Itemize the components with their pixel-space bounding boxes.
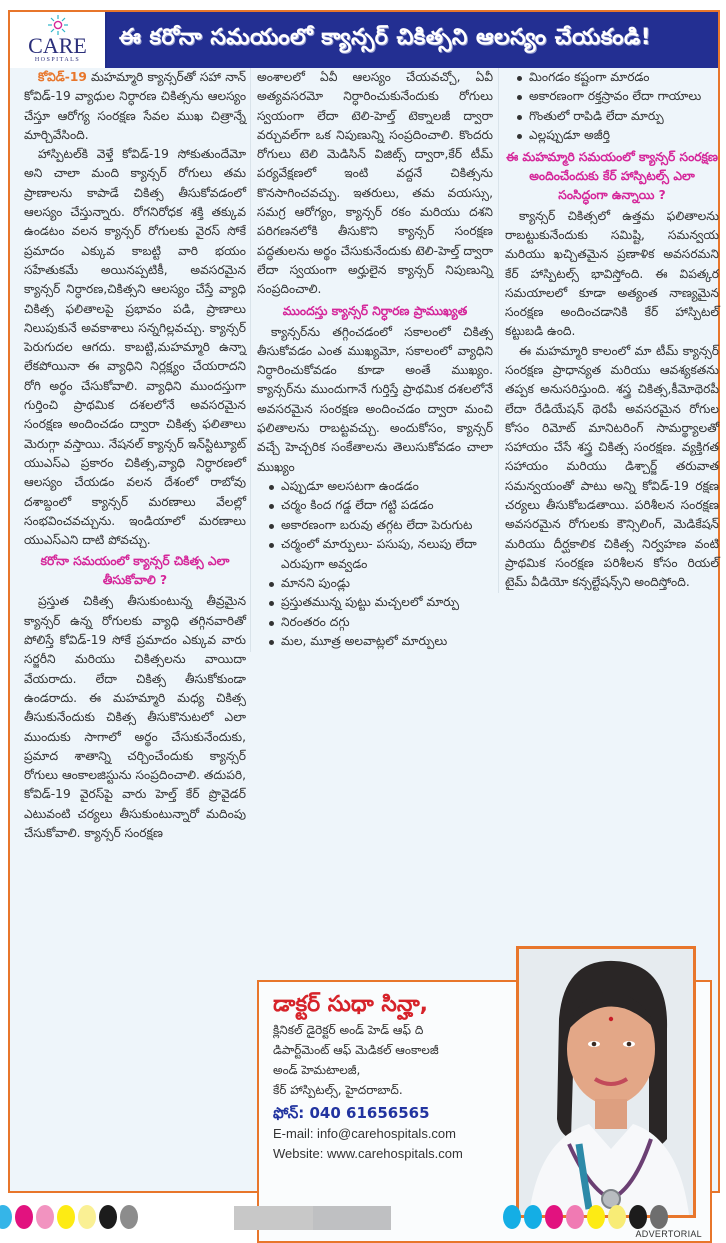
sunburst-logo-icon [47,14,69,36]
list-item: చర్మం కింద గడ్డ లేదా గట్టి పడడం [267,496,493,515]
registration-dot [566,1205,584,1229]
list-item: నిరంతరం దగ్గు [267,613,493,632]
doctor-info [273,990,513,1164]
list-item: ప్రస్తుతమున్న పుట్టు మచ్చలలో మార్పు [267,593,493,612]
list-item: మల, మూత్ర అలవాట్లలో మార్పులు [267,632,493,651]
registration-dot [78,1205,96,1229]
doctor-name: డాక్టర్ సుధా సిన్హా, [273,992,429,1017]
registration-dot [15,1205,33,1229]
list-item: గొంతులో రాపిడి లేదా మార్పు [515,107,719,126]
registration-dot [629,1205,647,1229]
paragraph: క్యాన్సర్ చికిత్సలో ఉత్తమ ఫలితాలను రాబట్టుకునేందుకు సమిష్టి, సమన్వయ మరియు ఖచ్చితమైన ప్రణాళిక అవసరమని కేర్ హాస్పిటల్స్ భావిస్తోంది. ఈ విపత్కర సమయాలలో కూడా అత్యంత నాణ్యమైన సంరక్షణ అందించడానికి కేర్ హాస్పిటల్ కట్టుబడి ఉంది. [505,208,719,339]
registration-dot [587,1205,605,1229]
registration-marks-right [503,1205,668,1230]
list-item: అకారణంగా రక్తస్రావం లేదా గాయాలు [515,87,719,106]
list-item: మానని పుండ్లు [267,574,493,593]
list-item: మింగడం కష్టంగా మారడం [515,68,719,87]
doctor-photo [516,946,696,1218]
advertorial-frame [8,10,720,1239]
registration-marks-left [0,1205,138,1230]
registration-dot [120,1205,138,1229]
paragraph: మహమ్మారి క్యాన్సర్‌తో సహా నాన్ కోవిడ్-19 వ్యాధుల నిర్ధారణ చికిత్సను ఆలస్యం చేస్తూ ఆరోగ్య సంరక్షణ సేవల ముఖ చిత్రాన్నే మార్చివేసింది. [24,70,246,142]
warning-signs-list [257,477,493,652]
gray-calibration-bar [234,1206,391,1230]
headline: ఈ కరోనా సమయంలో క్యాన్సర్ చికిత్సని ఆలస్యం చేయకండి! [107,12,718,68]
advertorial-label: ADVERTORIAL [635,1229,702,1239]
doctor-portrait-icon [519,949,693,1215]
doctor-title-line: కేర్ హాస్పిటల్స్, హైదరాబాద్. [273,1083,403,1097]
doctor-title-line: క్లినికల్ డైరెక్టర్ అండ్ హెడ్ ఆఫ్ ది [273,1023,424,1037]
header [10,12,718,68]
paragraph: ఈ మహమ్మారి కాలంలో మా టీమ్ క్యాన్సర్ సంరక్షణ ప్రాధాన్యత మరియు ఆవశ్యకతను తప్పక అనుసరిస్తుంది. శస్త్ర చికిత్స,కీమోథెరపీ లేదా రేడియేషన్ థెరపీ అవసరమైన రోగుల కోసం రిమోట్ మానిటరింగ్ సామర్థ్యాలతో సహాయం చేసే శస్త్ర చికిత్స సంరక్షణ. వ్యక్తిగత సహాయం మరియు డిశ్చార్జ్ తరువాత సమన్వయంతో పాటు అన్ని కోవిడ్-19 రక్షణ చర్యలు తీసుకోబడతాయి. పరిశీలన సంరక్షణ అవసరమైన రోగులకు కౌన్సిలింగ్, మెడికేషన్ మరియు దీర్ఘకాలిక చికిత్స నిర్వహణ వంటి ప్రాథమిక సంరక్షణ పరిశీలన కోసం రియల్ టైమ్ వీడియో కన్సల్టేషన్స్‌ని అందిస్తోంది. [505,343,719,590]
column-3 [498,68,719,593]
section-heading: ఈ మహమ్మారి సమయంలో క్యాన్సర్ సంరక్షణ అందించేందుకు కేర్ హాస్పిటల్స్ ఎలా సంసిద్ధంగా ఉన్నాయి ? [506,149,718,202]
paragraph: హాస్పిటల్‌కి వెళ్తే కోవిడ్-19 సోకుతుందేమో అని చాలా మంది క్యాన్సర్ రోగులు తమ ప్రాణాలను కాపాడే చికిత్స తీసుకోవడంలో ఆలస్యం చేస్తున్నారు. రోగనిరోధక శక్తి తక్కువ ఉండటం వలన క్యాన్సర్ రోగులకు వైరస్ సోకే ప్రమాదం ఎక్కువ కాబట్టి వారి భయం సహేతుకమే అయినప్పటికీ, అవసరమైన క్యాన్సర్ నిర్ధారణ,చికిత్సని ఆలస్యం చేస్తే వ్యాధి చికిత్స ఫలితాలపై ప్రభావం పడి, ప్రాణాలు నిలుపుకునే అవకాశాలు సన్నగిల్లవచ్చు. క్యాన్సర్ పెరుగుదల ఆగదు. కాబట్టి,మహమ్మారి ఉన్నా లేకపోయినా ఈ వ్యాధిని నిర్లక్ష్యం చేయరాదని రోగి అర్థం చేసుకోవాలి. వ్యాధిని ముందస్తుగా గుర్తించి ప్రాథమిక దశలలోనే అవసరమైన సంరక్షణ అందించడం ద్వారా చికిత్స ఫలితాలు మెరుగ్గా వస్తాయి. నేషనల్ క్యాన్సర్ ఇన్‌స్టిట్యూట్ యుఎస్ఎ ప్రకారం చికిత్స,వ్యాధి నిర్ధారణలో ఆలస్యం చేయడం వలన దేశంలో రాబోవు దశాబ్దంలో క్యాన్సర్ మరణాలు వేలల్లో సంభవించవచ్చును. ఇండియాలో మరణాలు యుఎస్ఎని దాటి పోవచ్చు. [24,147,246,548]
email-address: E-mail: info@carehospitals.com [273,1126,456,1141]
website-url: Website: www.carehospitals.com [273,1146,463,1161]
registration-dot [608,1205,626,1229]
doctor-title-line: డిపార్ట్‌మెంట్ ఆఫ్ మెడికల్ ఆంకాలజీ [273,1043,439,1057]
registration-dot [503,1205,521,1229]
paragraph: ప్రస్తుత చికిత్స తీసుకుంటున్న తీవ్రమైన క్యాన్సర్ ఉన్న రోగులకు వ్యాధి తగ్గినవారితో పోలిస్తే కోవిడ్-19 సోకే ప్రమాదం ఎక్కువ వారు సర్జరీని మరియు చికిత్సలను వాయిదా వేయరాదు. లేదా చికిత్స తీసుకోకుండా ఉండరాదు. ఈ మహమ్మారి మధ్య చికిత్స తీసుకునేందుకు చికిత్స తీసుకొనుటలో ఎలా ముందుకు సాగాలో అర్థం చేసుకునేందుకు, ప్రమాద శాతాన్ని చర్చించేందుకు క్యాన్సర్ రోగులు ఆంకాలజిస్టును సంప్రదించాలి. తదుపరి, కోవిడ్-19 వైరస్‌పై వారు హెల్త్ కేర్ ప్రొవైడర్ ఎటువంటి చర్యలు తీసుకుంటున్నారో మదింపు చేసుకోవాలి. క్యాన్సర్ సంరక్షణ [24,594,246,840]
registration-dot [545,1205,563,1229]
list-item: అకారణంగా బరువు తగ్గట లేదా పెరుగుట [267,516,493,535]
paragraph: క్యాన్సర్‌ను తగ్గించడంలో సకాలంలో చికిత్స తీసుకోవడం ఎంత ముఖ్యమో, సకాలంలో వ్యాధిని నిర్ధారించుకోవడం కూడా అంతే ముఖ్యం. క్యాన్సర్‌ను ముందుగానే గుర్తిస్తే ప్రాథమిక దశలలోనే అవసరమైన సంరక్షణ అందించడం ద్వారా మంచి ఫలితాలను రాబట్టవచ్చు. అందుకోసం, క్యాన్సర్ వచ్చే హెచ్చరిక సంకేతాలను తెలుసుకోవడం చాలా ముఖ్యం [257,324,493,474]
list-item: ఎల్లప్పుడూ అజీర్తి [515,126,719,145]
list-item: చర్మంలో మార్పులు- పసుపు, నలుపు లేదా ఎరుపుగా అవ్వడం [267,535,493,574]
section-heading: కరోనా సమయంలో క్యాన్సర్ చికిత్స ఎలా తీసుకోవాలి ? [40,554,230,588]
lead-word: కోవిడ్-19 [38,70,87,84]
column-2 [250,68,493,652]
doctor-card [257,980,712,1243]
phone-number: ఫోన్: 040 61656565 [273,1104,430,1122]
logo-wordmark: CARE [28,33,87,58]
registration-dot [524,1205,542,1229]
list-item: ఎప్పుడూ అలసటగా ఉండడం [267,477,493,496]
column-1 [24,68,246,843]
registration-dot [99,1205,117,1229]
warning-signs-list-continued [505,68,719,146]
registration-dot [650,1205,668,1229]
care-hospitals-logo [10,12,107,68]
paragraph: అంశాలలో ఏవీ ఆలస్యం చేయవచ్చో, ఏవీ అత్యవసరమో నిర్ధారించుకునేందుకు రోగులు స్వయంగా లేదా టెలి-హెల్త్ టెక్నాలజీ ద్వారా వర్చువల్‌గా ఒక నిపుణున్ని సంప్రదించాలి. కొందరు రోగులు టెలి మెడిసిన్ విజిట్స్ ద్వారా,కేర్ టీమ్ పర్యవేక్షణలో ఇంటి వద్దనే చికిత్సను కొనసాగించవచ్చు. ఇతరులు, తమ వయస్సు, సమగ్ర ఆరోగ్యం, క్యాన్సర్ రకం మరియు దశని పరిగణనలోకి తీసుకొని క్యాన్సర్ సంరక్షణ పద్ధతులను అర్థం చేసుకునేందుకు టెలి-హెల్త్ ద్వారా లేదా స్వయంగా అర్హులైన క్యాన్సర్ నిపుణున్ని సంప్రదించాలి. [257,70,493,297]
article-body [10,68,719,1239]
registration-dot [0,1205,12,1229]
doctor-title-line: అండ్ హెమటాలజీ, [273,1063,361,1077]
section-heading: ముందస్తు క్యాన్సర్ నిర్ధారణ ప్రాముఖ్యత [282,303,468,318]
registration-dot [57,1205,75,1229]
registration-dot [36,1205,54,1229]
logo-subtitle: HOSPITALS [34,57,81,63]
